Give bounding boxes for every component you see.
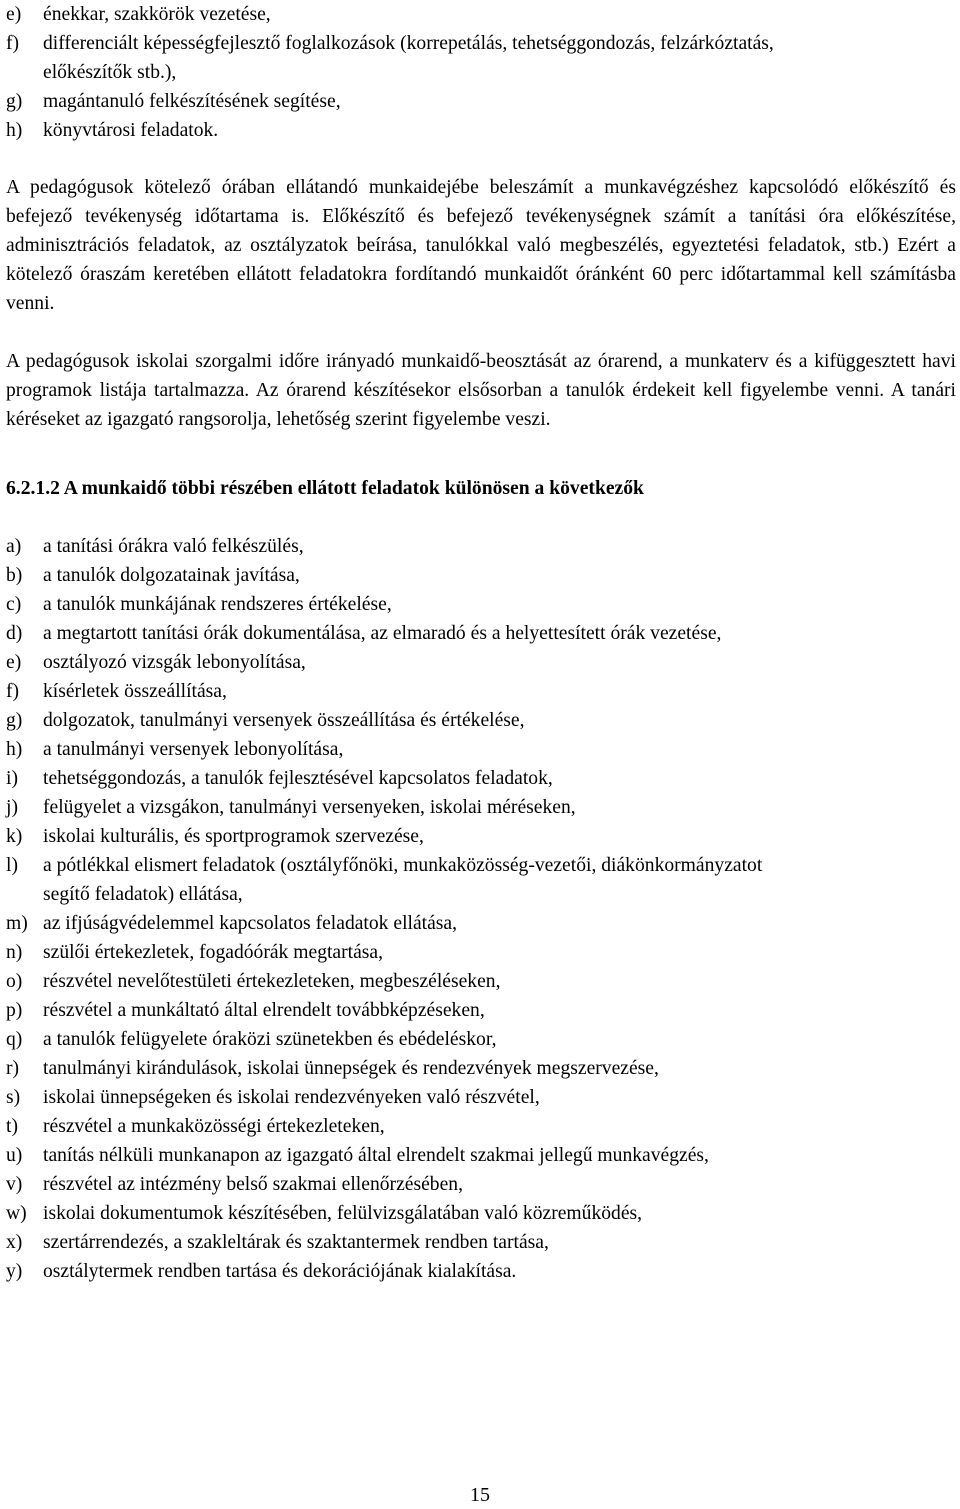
list-item	[6, 677, 956, 706]
list-item	[6, 1170, 956, 1199]
list-marker: n)	[6, 942, 23, 963]
list-item-text: iskolai dokumentumok készítésében, felülvizsgálatában való közreműködés,	[43, 1203, 643, 1224]
list-marker: v)	[6, 1174, 23, 1195]
list-item	[6, 87, 956, 116]
list-item-text: dolgozatok, tanulmányi versenyek összeállítása és értékelése,	[43, 710, 525, 731]
list-item-text: felügyelet a vizsgákon, tanulmányi versenyeken, iskolai méréseken,	[43, 797, 576, 818]
list-item	[6, 0, 956, 29]
list-item-text: részvétel a munkaközösségi értekezleteken,	[43, 1116, 385, 1137]
list-item	[6, 967, 956, 996]
list-item-text: a tanulmányi versenyek lebonyolítása,	[43, 739, 344, 760]
list-marker: f)	[6, 33, 20, 54]
list-marker: t)	[6, 1116, 18, 1137]
list-item	[6, 706, 956, 735]
list-item	[6, 909, 956, 938]
list-marker: h)	[6, 739, 23, 760]
list-item-text: a pótlékkal elismert feladatok (osztályfőnöki, munkaközösség-vezetői, diákönkormányzatot segítő feladatok) ellátása,	[43, 855, 763, 905]
list-marker: u)	[6, 1145, 23, 1166]
list-item-text: részvétel a munkáltató által elrendelt továbbképzéseken,	[43, 1000, 485, 1021]
list-marker: h)	[6, 120, 23, 141]
list-item	[6, 735, 956, 764]
list-marker: d)	[6, 623, 23, 644]
list-marker: a)	[6, 536, 22, 557]
list-marker: r)	[6, 1058, 20, 1079]
list-item-text: könyvtárosi feladatok.	[43, 120, 219, 141]
list-item-text: magántanuló felkészítésének segítése,	[43, 91, 341, 112]
list-item-text: részvétel az intézmény belső szakmai ellenőrzésében,	[43, 1174, 463, 1195]
list-marker: w)	[6, 1203, 27, 1224]
list-item-text: a tanítási órákra való felkészülés,	[43, 536, 304, 557]
bottom-list	[6, 532, 956, 1286]
list-item	[6, 1083, 956, 1112]
list-item	[6, 764, 956, 793]
list-item	[6, 822, 956, 851]
list-item	[6, 1054, 956, 1083]
list-item-text: énekkar, szakkörök vezetése,	[43, 4, 271, 25]
list-marker: f)	[6, 681, 20, 702]
page-number: 15	[470, 1484, 490, 1506]
list-marker: q)	[6, 1029, 23, 1050]
list-marker: g)	[6, 710, 23, 731]
list-marker: x)	[6, 1232, 23, 1253]
list-item	[6, 793, 956, 822]
list-marker: e)	[6, 652, 22, 673]
list-marker: c)	[6, 594, 22, 615]
list-item-text: osztálytermek rendben tartása és dekorációjának kialakítása.	[43, 1261, 517, 1282]
paragraph: A pedagógusok iskolai szorgalmi időre irányadó munkaidő-beosztását az órarend, a munkaterv és a kifüggesztett havi programok listája tartalmazza. Az órarend készítésekor elsősorban a tanulók érdekeit kell figyelembe venni. A tanári kéréseket az igazgató rangsorolja, lehetőség szerint figyelembe veszi.	[6, 351, 956, 430]
list-item	[6, 29, 813, 87]
list-item-text: tanítás nélküli munkanapon az igazgató által elrendelt szakmai jellegű munkavégzés,	[43, 1145, 709, 1166]
list-item	[6, 648, 956, 677]
list-item	[6, 1199, 956, 1228]
list-marker: s)	[6, 1087, 21, 1108]
list-marker: e)	[6, 4, 22, 25]
list-item-text: kísérletek összeállítása,	[43, 681, 227, 702]
list-item-text: tanulmányi kirándulások, iskolai ünnepségek és rendezvények megszervezése,	[43, 1058, 659, 1079]
list-item-text: a tanulók munkájának rendszeres értékelése,	[43, 594, 392, 615]
list-marker: j)	[6, 797, 18, 818]
list-item	[6, 1025, 956, 1054]
list-item	[6, 619, 956, 648]
list-item	[6, 996, 956, 1025]
list-item-text: tehetséggondozás, a tanulók fejlesztésével kapcsolatos feladatok,	[43, 768, 553, 789]
list-marker: g)	[6, 91, 23, 112]
list-item	[6, 1228, 956, 1257]
list-item	[6, 1141, 956, 1170]
paragraph: A pedagógusok kötelező órában ellátandó munkaidejébe beleszámít a munkavégzéshez kapcsolódó előkészítő és befejező tevékenység időtartama is. Előkészítő és befejező tevékenységnek számít a tanítási óra előkészítése, adminisztrációs feladatok, az osztályzatok beírása, tanulókkal való megbeszélés, egyeztetési feladatok, stb.) Ezért a kötelező óraszám keretében ellátott feladatokra fordítandó munkaidőt óránként 60 perc időtartammal kell számításba venni.	[6, 177, 956, 314]
list-marker: p)	[6, 1000, 23, 1021]
list-marker: m)	[6, 913, 28, 934]
list-item-text: a tanulók felügyelete óraközi szünetekben és ebédeléskor,	[43, 1029, 497, 1050]
list-item	[6, 590, 956, 619]
list-marker: k)	[6, 826, 23, 847]
list-item-text: részvétel nevelőtestületi értekezleteken, megbeszéléseken,	[43, 971, 501, 992]
list-item-text: az ifjúságvédelemmel kapcsolatos feladatok ellátása,	[43, 913, 458, 934]
list-item-text: a megtartott tanítási órák dokumentálása, az elmaradó és a helyettesített órák vezetése,	[43, 623, 722, 644]
list-item-text: szertárrendezés, a szakleltárak és szaktantermek rendben tartása,	[43, 1232, 549, 1253]
list-item-text: differenciált képességfejlesztő foglalkozások (korrepetálás, tehetséggondozás, felzárkóztatás, előkészítők stb.),	[43, 33, 774, 83]
list-item-text: iskolai kulturális, és sportprogramok szervezése,	[43, 826, 424, 847]
list-item	[6, 1112, 956, 1141]
top-list	[6, 0, 956, 145]
list-item	[6, 561, 956, 590]
list-item	[6, 532, 956, 561]
list-item	[6, 116, 956, 145]
document-page	[6, 0, 956, 1286]
list-item-text: szülői értekezletek, fogadóórák megtartása,	[43, 942, 384, 963]
list-item	[6, 851, 803, 909]
list-item-text: osztályozó vizsgák lebonyolítása,	[43, 652, 306, 673]
list-marker: y)	[6, 1261, 23, 1282]
section-heading: 6.2.1.2 A munkaidő többi részében ellátott feladatok különösen a következők	[6, 478, 644, 499]
list-marker: b)	[6, 565, 23, 586]
list-marker: l)	[6, 855, 18, 876]
list-marker: i)	[6, 768, 18, 789]
list-item-text: a tanulók dolgozatainak javítása,	[43, 565, 300, 586]
list-item	[6, 938, 956, 967]
list-item-text: iskolai ünnepségeken és iskolai rendezvényeken való részvétel,	[43, 1087, 540, 1108]
list-item	[6, 1257, 956, 1286]
list-marker: o)	[6, 971, 23, 992]
